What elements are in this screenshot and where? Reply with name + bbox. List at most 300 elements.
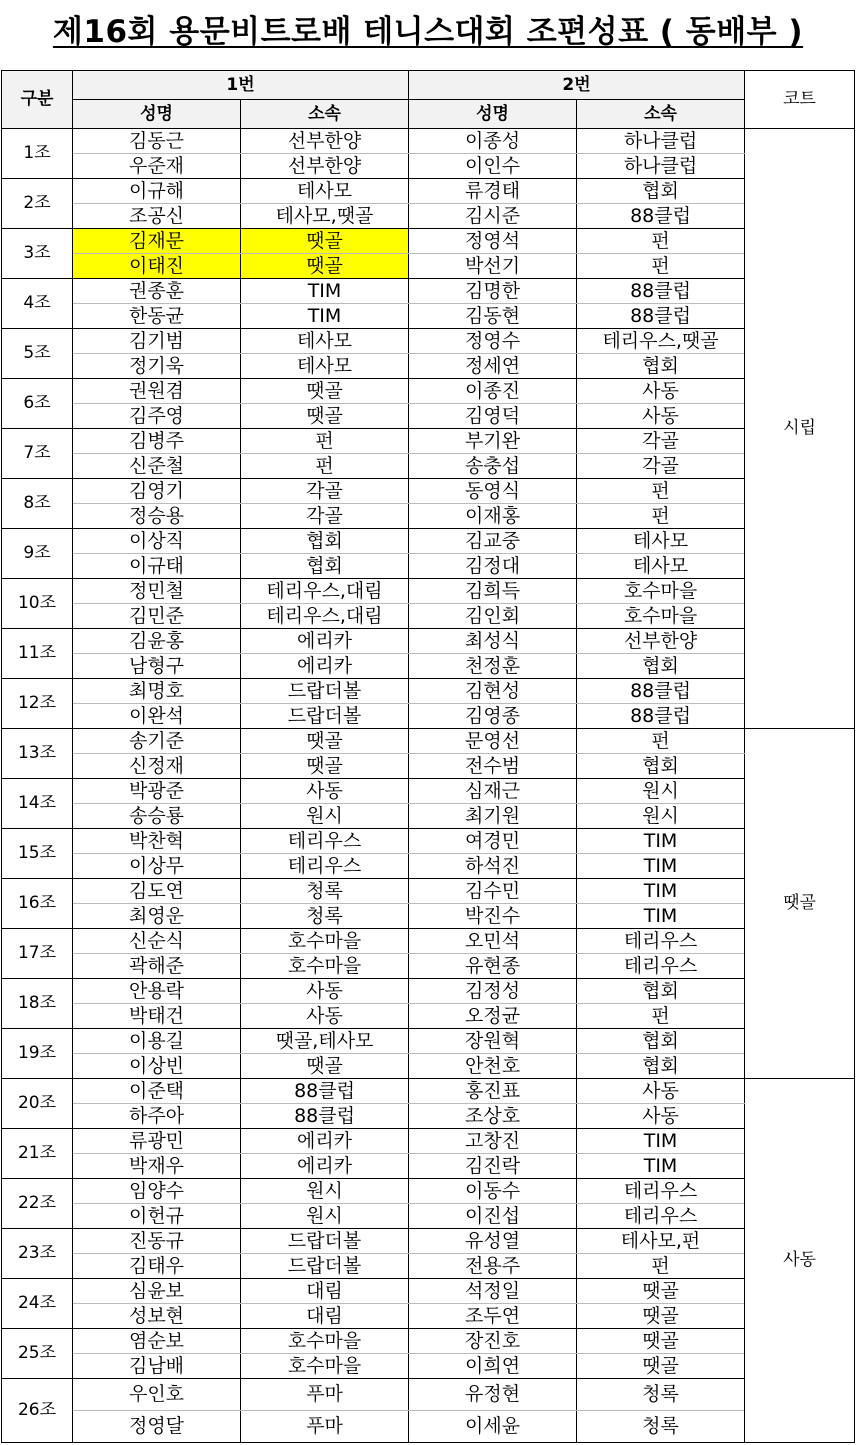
- player1-name: 이상빈: [73, 1054, 241, 1079]
- header-group: 구분: [2, 71, 73, 129]
- player2-name: 유정현: [409, 1379, 577, 1411]
- player2-club: 88클럽: [577, 679, 745, 704]
- player2-club: 호수마을: [577, 579, 745, 604]
- player2-club: 펀: [577, 254, 745, 279]
- player1-name: 남형구: [73, 654, 241, 679]
- player1-club: 사동: [241, 1004, 409, 1029]
- player2-club: TIM: [577, 854, 745, 879]
- player2-name: 하석진: [409, 854, 577, 879]
- table-row: [2, 904, 855, 929]
- player2-name: 이동수: [409, 1179, 577, 1204]
- player1-club: TIM: [241, 279, 409, 304]
- player2-name: 김진락: [409, 1154, 577, 1179]
- player2-club: 하나클럽: [577, 129, 745, 154]
- player1-name: 신순식: [73, 929, 241, 954]
- table-row: [2, 179, 855, 204]
- header-club-1: 소속: [241, 100, 409, 129]
- table-row: [2, 1279, 855, 1304]
- table-row: [2, 729, 855, 754]
- player2-club: 펀: [577, 504, 745, 529]
- player2-name: 이세윤: [409, 1411, 577, 1443]
- player2-club: 펀: [577, 1254, 745, 1279]
- player1-club: 푸마: [241, 1411, 409, 1443]
- table-row: [2, 1079, 855, 1104]
- player2-club: 사동: [577, 1079, 745, 1104]
- table-row: [2, 1154, 855, 1179]
- player1-club: 펀: [241, 454, 409, 479]
- table-row: [2, 204, 855, 229]
- player1-club: 원시: [241, 1204, 409, 1229]
- player2-club: 청록: [577, 1411, 745, 1443]
- group-table-body: [2, 129, 855, 1443]
- player1-name: 김태우: [73, 1254, 241, 1279]
- court-name: 땟골: [745, 729, 855, 1079]
- page-title: 제16회 용문비트로배 테니스대회 조편성표 ( 동배부 ): [52, 14, 804, 50]
- player1-name: 김기범: [73, 329, 241, 354]
- player2-club: 원시: [577, 779, 745, 804]
- player2-name: 이종진: [409, 379, 577, 404]
- player2-club: TIM: [577, 904, 745, 929]
- player2-name: 최기원: [409, 804, 577, 829]
- player1-name: 박태건: [73, 1004, 241, 1029]
- group-label: 21조: [2, 1129, 73, 1179]
- player1-name: 최영운: [73, 904, 241, 929]
- player1-club: 원시: [241, 1179, 409, 1204]
- player1-name: 정승용: [73, 504, 241, 529]
- player1-name: 조공신: [73, 204, 241, 229]
- player2-name: 문영선: [409, 729, 577, 754]
- player2-name: 오정균: [409, 1004, 577, 1029]
- player2-club: 원시: [577, 804, 745, 829]
- player2-club: 땟골: [577, 1279, 745, 1304]
- table-row: [2, 479, 855, 504]
- table-row: [2, 929, 855, 954]
- player1-name: 정민철: [73, 579, 241, 604]
- table-row: [2, 504, 855, 529]
- player2-club: 펀: [577, 1004, 745, 1029]
- player1-club: 88클럽: [241, 1079, 409, 1104]
- player1-name: 신정재: [73, 754, 241, 779]
- player1-club: 드랍더볼: [241, 704, 409, 729]
- group-label: 2조: [2, 179, 73, 229]
- group-label: 15조: [2, 829, 73, 879]
- group-label: 4조: [2, 279, 73, 329]
- player2-name: 이희연: [409, 1354, 577, 1379]
- player2-club: 협회: [577, 179, 745, 204]
- player1-name: 김재문: [73, 229, 241, 254]
- player1-club: 테리우스: [241, 829, 409, 854]
- player2-name: 류경태: [409, 179, 577, 204]
- table-row: [2, 1054, 855, 1079]
- player2-club: 테사모,펀: [577, 1229, 745, 1254]
- player2-club: 각골: [577, 454, 745, 479]
- player1-club: 사동: [241, 979, 409, 1004]
- player2-name: 김교중: [409, 529, 577, 554]
- player1-name: 김영기: [73, 479, 241, 504]
- player2-name: 김정성: [409, 979, 577, 1004]
- player1-club: 호수마을: [241, 1354, 409, 1379]
- player1-club: 호수마을: [241, 1329, 409, 1354]
- player2-club: TIM: [577, 1129, 745, 1154]
- player1-club: 푸마: [241, 1379, 409, 1411]
- player2-name: 장진호: [409, 1329, 577, 1354]
- player1-name: 이규해: [73, 179, 241, 204]
- group-table: [1, 70, 855, 1443]
- table-row: [2, 1379, 855, 1411]
- player2-name: 박진수: [409, 904, 577, 929]
- table-row: [2, 304, 855, 329]
- player1-club: 협회: [241, 554, 409, 579]
- player1-club: 땟골,테사모: [241, 1029, 409, 1054]
- group-label: 19조: [2, 1029, 73, 1079]
- player2-club: 땟골: [577, 1354, 745, 1379]
- player2-club: 호수마을: [577, 604, 745, 629]
- group-label: 12조: [2, 679, 73, 729]
- table-row: [2, 879, 855, 904]
- player2-name: 부기완: [409, 429, 577, 454]
- table-row: [2, 379, 855, 404]
- table-row: [2, 1104, 855, 1129]
- player1-name: 김동근: [73, 129, 241, 154]
- table-row: [2, 1254, 855, 1279]
- table-row: [2, 754, 855, 779]
- player2-name: 김영덕: [409, 404, 577, 429]
- player1-name: 최명호: [73, 679, 241, 704]
- player1-club: 테사모: [241, 329, 409, 354]
- player1-name: 이상직: [73, 529, 241, 554]
- table-row: [2, 704, 855, 729]
- table-row: [2, 1329, 855, 1354]
- player2-name: 이종성: [409, 129, 577, 154]
- table-row: [2, 679, 855, 704]
- table-row: [2, 329, 855, 354]
- player2-name: 심재근: [409, 779, 577, 804]
- player1-club: 땟골: [241, 754, 409, 779]
- table-row: [2, 654, 855, 679]
- player2-name: 정세연: [409, 354, 577, 379]
- player1-club: 선부한양: [241, 129, 409, 154]
- player1-club: 호수마을: [241, 954, 409, 979]
- table-row: [2, 604, 855, 629]
- player1-name: 이상무: [73, 854, 241, 879]
- player2-name: 전수범: [409, 754, 577, 779]
- player1-club: 각골: [241, 504, 409, 529]
- player2-club: TIM: [577, 879, 745, 904]
- table-row: [2, 854, 855, 879]
- player2-club: 협회: [577, 979, 745, 1004]
- player2-club: 각골: [577, 429, 745, 454]
- player2-club: 88클럽: [577, 279, 745, 304]
- player2-name: 조두연: [409, 1304, 577, 1329]
- player2-club: 청록: [577, 1379, 745, 1411]
- group-label: 17조: [2, 929, 73, 979]
- player1-name: 김민준: [73, 604, 241, 629]
- group-label: 13조: [2, 729, 73, 779]
- player1-name: 염순보: [73, 1329, 241, 1354]
- group-label: 8조: [2, 479, 73, 529]
- player1-club: 에리카: [241, 654, 409, 679]
- header-player2: 2번: [409, 71, 745, 100]
- player2-club: 테리우스: [577, 929, 745, 954]
- player2-name: 여경민: [409, 829, 577, 854]
- player2-name: 김시준: [409, 204, 577, 229]
- player2-name: 정영수: [409, 329, 577, 354]
- table-row: [2, 554, 855, 579]
- player2-club: 펀: [577, 729, 745, 754]
- player1-club: 사동: [241, 779, 409, 804]
- player2-club: TIM: [577, 829, 745, 854]
- table-row: [2, 129, 855, 154]
- player2-name: 천정훈: [409, 654, 577, 679]
- player1-name: 심윤보: [73, 1279, 241, 1304]
- table-row: [2, 1129, 855, 1154]
- header-player1: 1번: [73, 71, 409, 100]
- player1-name: 송기준: [73, 729, 241, 754]
- table-row: [2, 1229, 855, 1254]
- table-row: [2, 1204, 855, 1229]
- player1-club: 땟골: [241, 404, 409, 429]
- player1-name: 곽해준: [73, 954, 241, 979]
- player1-name: 김병주: [73, 429, 241, 454]
- player2-club: 테사모: [577, 554, 745, 579]
- player2-club: 테리우스: [577, 954, 745, 979]
- table-row: [2, 1411, 855, 1443]
- group-label: 9조: [2, 529, 73, 579]
- player1-club: 88클럽: [241, 1104, 409, 1129]
- player1-name: 김남배: [73, 1354, 241, 1379]
- player1-club: 테사모: [241, 179, 409, 204]
- player1-name: 이용길: [73, 1029, 241, 1054]
- player2-name: 홍진표: [409, 1079, 577, 1104]
- table-row: [2, 529, 855, 554]
- header-court: 코트: [745, 71, 855, 129]
- player2-club: 협회: [577, 1029, 745, 1054]
- player2-name: 김희득: [409, 579, 577, 604]
- player2-name: 전용주: [409, 1254, 577, 1279]
- player1-name: 정영달: [73, 1411, 241, 1443]
- player1-name: 한동균: [73, 304, 241, 329]
- player1-name: 박찬혁: [73, 829, 241, 854]
- player1-name: 성보현: [73, 1304, 241, 1329]
- table-row: [2, 254, 855, 279]
- player1-name: 우인호: [73, 1379, 241, 1411]
- player1-name: 진동규: [73, 1229, 241, 1254]
- player2-club: 88클럽: [577, 304, 745, 329]
- table-row: [2, 1004, 855, 1029]
- player1-club: 땟골: [241, 254, 409, 279]
- group-label: 18조: [2, 979, 73, 1029]
- group-label: 20조: [2, 1079, 73, 1129]
- player1-name: 김주영: [73, 404, 241, 429]
- table-row: [2, 229, 855, 254]
- table-row: [2, 1304, 855, 1329]
- player2-club: 협회: [577, 1054, 745, 1079]
- header-name-2: 성명: [409, 100, 577, 129]
- player2-name: 최성식: [409, 629, 577, 654]
- player2-club: 테사모: [577, 529, 745, 554]
- player1-name: 박광준: [73, 779, 241, 804]
- player1-club: 테리우스: [241, 854, 409, 879]
- player1-name: 정기욱: [73, 354, 241, 379]
- player2-name: 고창진: [409, 1129, 577, 1154]
- group-label: 11조: [2, 629, 73, 679]
- player1-club: 에리카: [241, 1154, 409, 1179]
- player1-name: 송승룡: [73, 804, 241, 829]
- player2-club: 땟골: [577, 1329, 745, 1354]
- table-row: [2, 1029, 855, 1054]
- player1-name: 권원겸: [73, 379, 241, 404]
- player2-club: 선부한양: [577, 629, 745, 654]
- player2-club: TIM: [577, 1154, 745, 1179]
- player1-club: 드랍더볼: [241, 1229, 409, 1254]
- player2-name: 조상호: [409, 1104, 577, 1129]
- player2-club: 하나클럽: [577, 154, 745, 179]
- player2-name: 김인회: [409, 604, 577, 629]
- group-label: 7조: [2, 429, 73, 479]
- player1-name: 신준철: [73, 454, 241, 479]
- table-row: [2, 354, 855, 379]
- player2-name: 김수민: [409, 879, 577, 904]
- player2-club: 펀: [577, 229, 745, 254]
- player2-club: 협회: [577, 354, 745, 379]
- group-label: 22조: [2, 1179, 73, 1229]
- player1-club: 드랍더볼: [241, 679, 409, 704]
- table-row: [2, 454, 855, 479]
- group-label: 1조: [2, 129, 73, 179]
- player1-club: 협회: [241, 529, 409, 554]
- player2-name: 정영석: [409, 229, 577, 254]
- player1-club: 테사모,땟골: [241, 204, 409, 229]
- player1-club: 땟골: [241, 1054, 409, 1079]
- header-club-2: 소속: [577, 100, 745, 129]
- table-row: [2, 629, 855, 654]
- player1-name: 권종훈: [73, 279, 241, 304]
- table-row: [2, 579, 855, 604]
- court-name: 사동: [745, 1079, 855, 1443]
- table-row: [2, 779, 855, 804]
- group-label: 16조: [2, 879, 73, 929]
- group-label: 26조: [2, 1379, 73, 1443]
- player1-name: 김도연: [73, 879, 241, 904]
- player2-club: 테리우스,땟골: [577, 329, 745, 354]
- player2-club: 88클럽: [577, 204, 745, 229]
- player2-club: 테리우스: [577, 1204, 745, 1229]
- table-row: [2, 429, 855, 454]
- player1-club: TIM: [241, 304, 409, 329]
- player2-club: 땟골: [577, 1304, 745, 1329]
- player1-name: 류광민: [73, 1129, 241, 1154]
- player1-club: 에리카: [241, 629, 409, 654]
- table-row: [2, 154, 855, 179]
- table-row: [2, 804, 855, 829]
- player2-name: 이인수: [409, 154, 577, 179]
- player1-name: 안용락: [73, 979, 241, 1004]
- player2-name: 김동현: [409, 304, 577, 329]
- player2-club: 사동: [577, 1104, 745, 1129]
- player2-name: 김정대: [409, 554, 577, 579]
- player1-name: 박재우: [73, 1154, 241, 1179]
- player1-name: 이헌규: [73, 1204, 241, 1229]
- player2-club: 협회: [577, 754, 745, 779]
- player1-club: 대림: [241, 1279, 409, 1304]
- player2-name: 이진섭: [409, 1204, 577, 1229]
- group-label: 24조: [2, 1279, 73, 1329]
- player1-name: 임양수: [73, 1179, 241, 1204]
- player1-club: 땟골: [241, 379, 409, 404]
- player1-name: 하주아: [73, 1104, 241, 1129]
- player1-club: 테사모: [241, 354, 409, 379]
- player2-name: 동영식: [409, 479, 577, 504]
- header-name-1: 성명: [73, 100, 241, 129]
- group-label: 10조: [2, 579, 73, 629]
- group-label: 6조: [2, 379, 73, 429]
- player1-club: 땟골: [241, 229, 409, 254]
- player1-club: 선부한양: [241, 154, 409, 179]
- player1-club: 원시: [241, 804, 409, 829]
- player2-club: 사동: [577, 404, 745, 429]
- player2-club: 88클럽: [577, 704, 745, 729]
- player1-club: 호수마을: [241, 929, 409, 954]
- player2-club: 테리우스: [577, 1179, 745, 1204]
- player1-club: 땟골: [241, 729, 409, 754]
- player2-club: 협회: [577, 654, 745, 679]
- player1-club: 각골: [241, 479, 409, 504]
- player2-name: 박선기: [409, 254, 577, 279]
- player2-club: 사동: [577, 379, 745, 404]
- player1-club: 청록: [241, 879, 409, 904]
- player1-club: 대림: [241, 1304, 409, 1329]
- player2-name: 석정일: [409, 1279, 577, 1304]
- player1-name: 김윤홍: [73, 629, 241, 654]
- player2-name: 안천호: [409, 1054, 577, 1079]
- player2-name: 김현성: [409, 679, 577, 704]
- player1-name: 이준택: [73, 1079, 241, 1104]
- group-label: 3조: [2, 229, 73, 279]
- player1-club: 펀: [241, 429, 409, 454]
- player1-name: 우준재: [73, 154, 241, 179]
- player1-club: 드랍더볼: [241, 1254, 409, 1279]
- player2-name: 장원혁: [409, 1029, 577, 1054]
- player1-name: 이태진: [73, 254, 241, 279]
- player1-club: 테리우스,대림: [241, 604, 409, 629]
- player1-club: 에리카: [241, 1129, 409, 1154]
- court-name: 시립: [745, 129, 855, 729]
- player2-name: 이재홍: [409, 504, 577, 529]
- group-label: 5조: [2, 329, 73, 379]
- player1-club: 테리우스,대림: [241, 579, 409, 604]
- player2-name: 유성열: [409, 1229, 577, 1254]
- player2-name: 김영종: [409, 704, 577, 729]
- group-label: 25조: [2, 1329, 73, 1379]
- table-row: [2, 954, 855, 979]
- table-row: [2, 1179, 855, 1204]
- player2-name: 오민석: [409, 929, 577, 954]
- table-row: [2, 279, 855, 304]
- player2-name: 김명한: [409, 279, 577, 304]
- player1-name: 이완석: [73, 704, 241, 729]
- table-row: [2, 829, 855, 854]
- group-label: 23조: [2, 1229, 73, 1279]
- group-label: 14조: [2, 779, 73, 829]
- table-row: [2, 979, 855, 1004]
- table-row: [2, 404, 855, 429]
- table-row: [2, 1354, 855, 1379]
- player1-name: 이규태: [73, 554, 241, 579]
- player1-club: 청록: [241, 904, 409, 929]
- player2-name: 유현종: [409, 954, 577, 979]
- player2-club: 펀: [577, 479, 745, 504]
- player2-name: 송충섭: [409, 454, 577, 479]
